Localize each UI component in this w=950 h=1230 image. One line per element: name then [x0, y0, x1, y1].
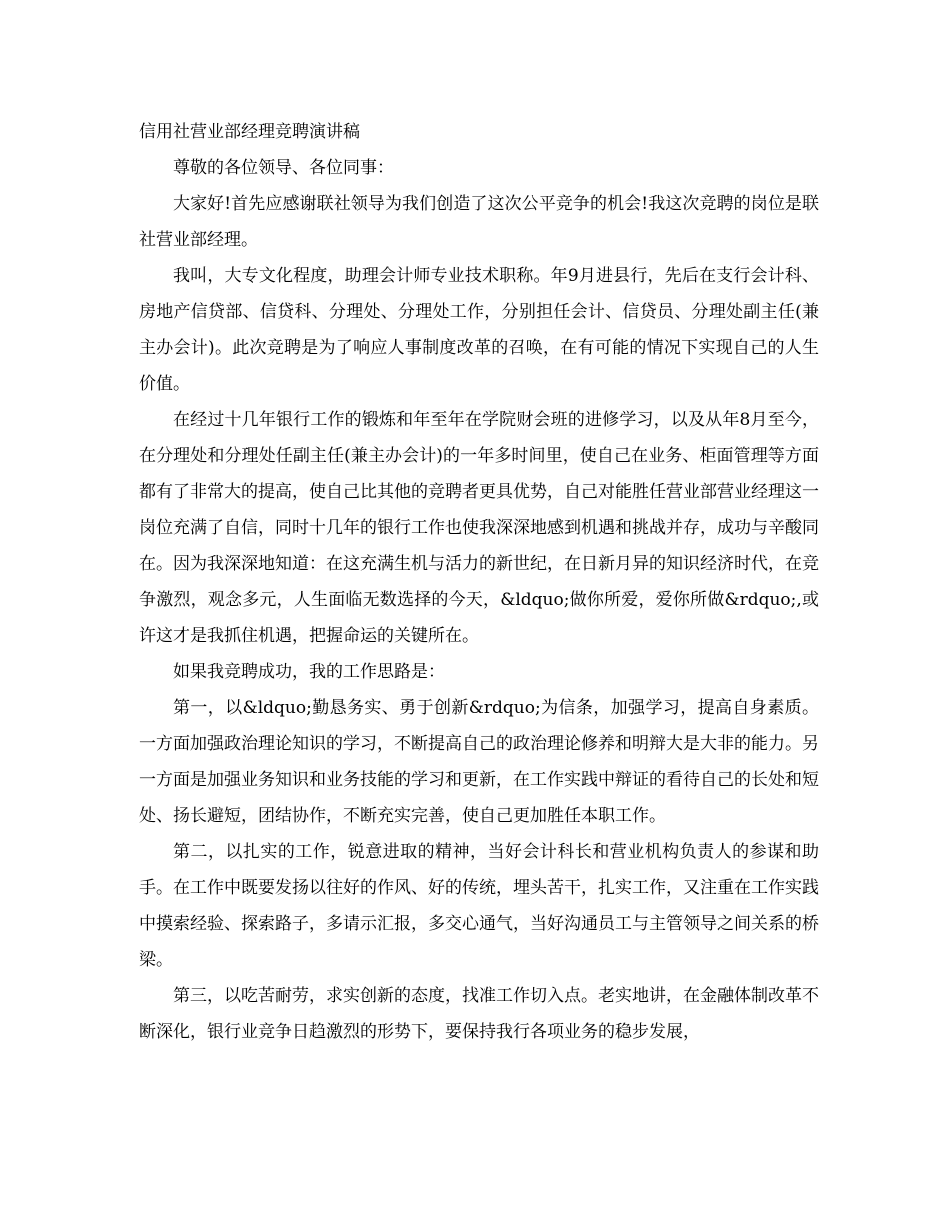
paragraph-experience: 在经过十几年银行工作的锻炼和年至年在学院财会班的进修学习，以及从年8月至今，在分理处和分理处任副主任(兼主办会计)的一年多时间里，使自己在业务、柜面管理等方面都有了非常大的提高，使自己比其他的竞聘者更具优势，自己对能胜任营业部营业经理这一岗位充满了自信，同时十几年的银行工作也使我深深地感到机遇和挑战并存，成功与辛酸同在。因为我深深地知道：在这充满生机与活力的新世纪，在日新月异的知识经济时代，在竞争激烈，观念多元，人生面临无数选择的今天，&ldquo;做你所爱，爱你所做&rdquo;,或许这才是我抓住机遇，把握命运的关键所在。 [139, 410, 819, 646]
paragraph-greeting: 大家好!首先应感谢联社领导为我们创造了这次公平竞争的机会!我这次竞聘的岗位是联社营业部经理。 [139, 194, 819, 250]
paragraph-salutation: 尊敬的各位领导、各位同事： [173, 158, 394, 178]
document-title: 信用社营业部经理竞聘演讲稿 [139, 122, 360, 142]
paragraph-self-introduction: 我叫，大专文化程度，助理会计师专业技术职称。年9月进县行，先后在支行会计科、房地产信贷部、信贷科、分理处、分理处工作，分别担任会计、信贷员、分理处副主任(兼主办会计)。此次竞聘是为了响应人事制度改革的召唤，在有可能的情况下实现自己的人生价值。 [139, 266, 819, 394]
paragraph-point-two: 第二，以扎实的工作，锐意进取的精神，当好会计科长和营业机构负责人的参谋和助手。在工作中既要发扬以往好的作风、好的传统，埋头苦干，扎实工作，又注重在工作实践中摸索经验、探索路子，多请示汇报，多交心通气，当好沟通员工与主管领导之间关系的桥梁。 [139, 842, 819, 970]
paragraph-point-three: 第三，以吃苦耐劳，求实创新的态度，找准工作切入点。老实地讲，在金融体制改革不断深化，银行业竞争日趋激烈的形势下，要保持我行各项业务的稳步发展， [139, 986, 819, 1042]
document-body [139, 114, 819, 1050]
paragraph-work-plan-intro: 如果我竞聘成功，我的工作思路是： [173, 662, 445, 682]
paragraph-point-one: 第一，以&ldquo;勤恳务实、勇于创新&rdquo;为信条，加强学习，提高自身素质。一方面加强政治理论知识的学习，不断提高自己的政治理论修养和明辩大是大非的能力。另一方面是加强业务知识和业务技能的学习和更新，在工作实践中辩证的看待自己的长处和短处、扬长避短，团结协作，不断充实完善，使自己更加胜任本职工作。 [139, 698, 819, 826]
